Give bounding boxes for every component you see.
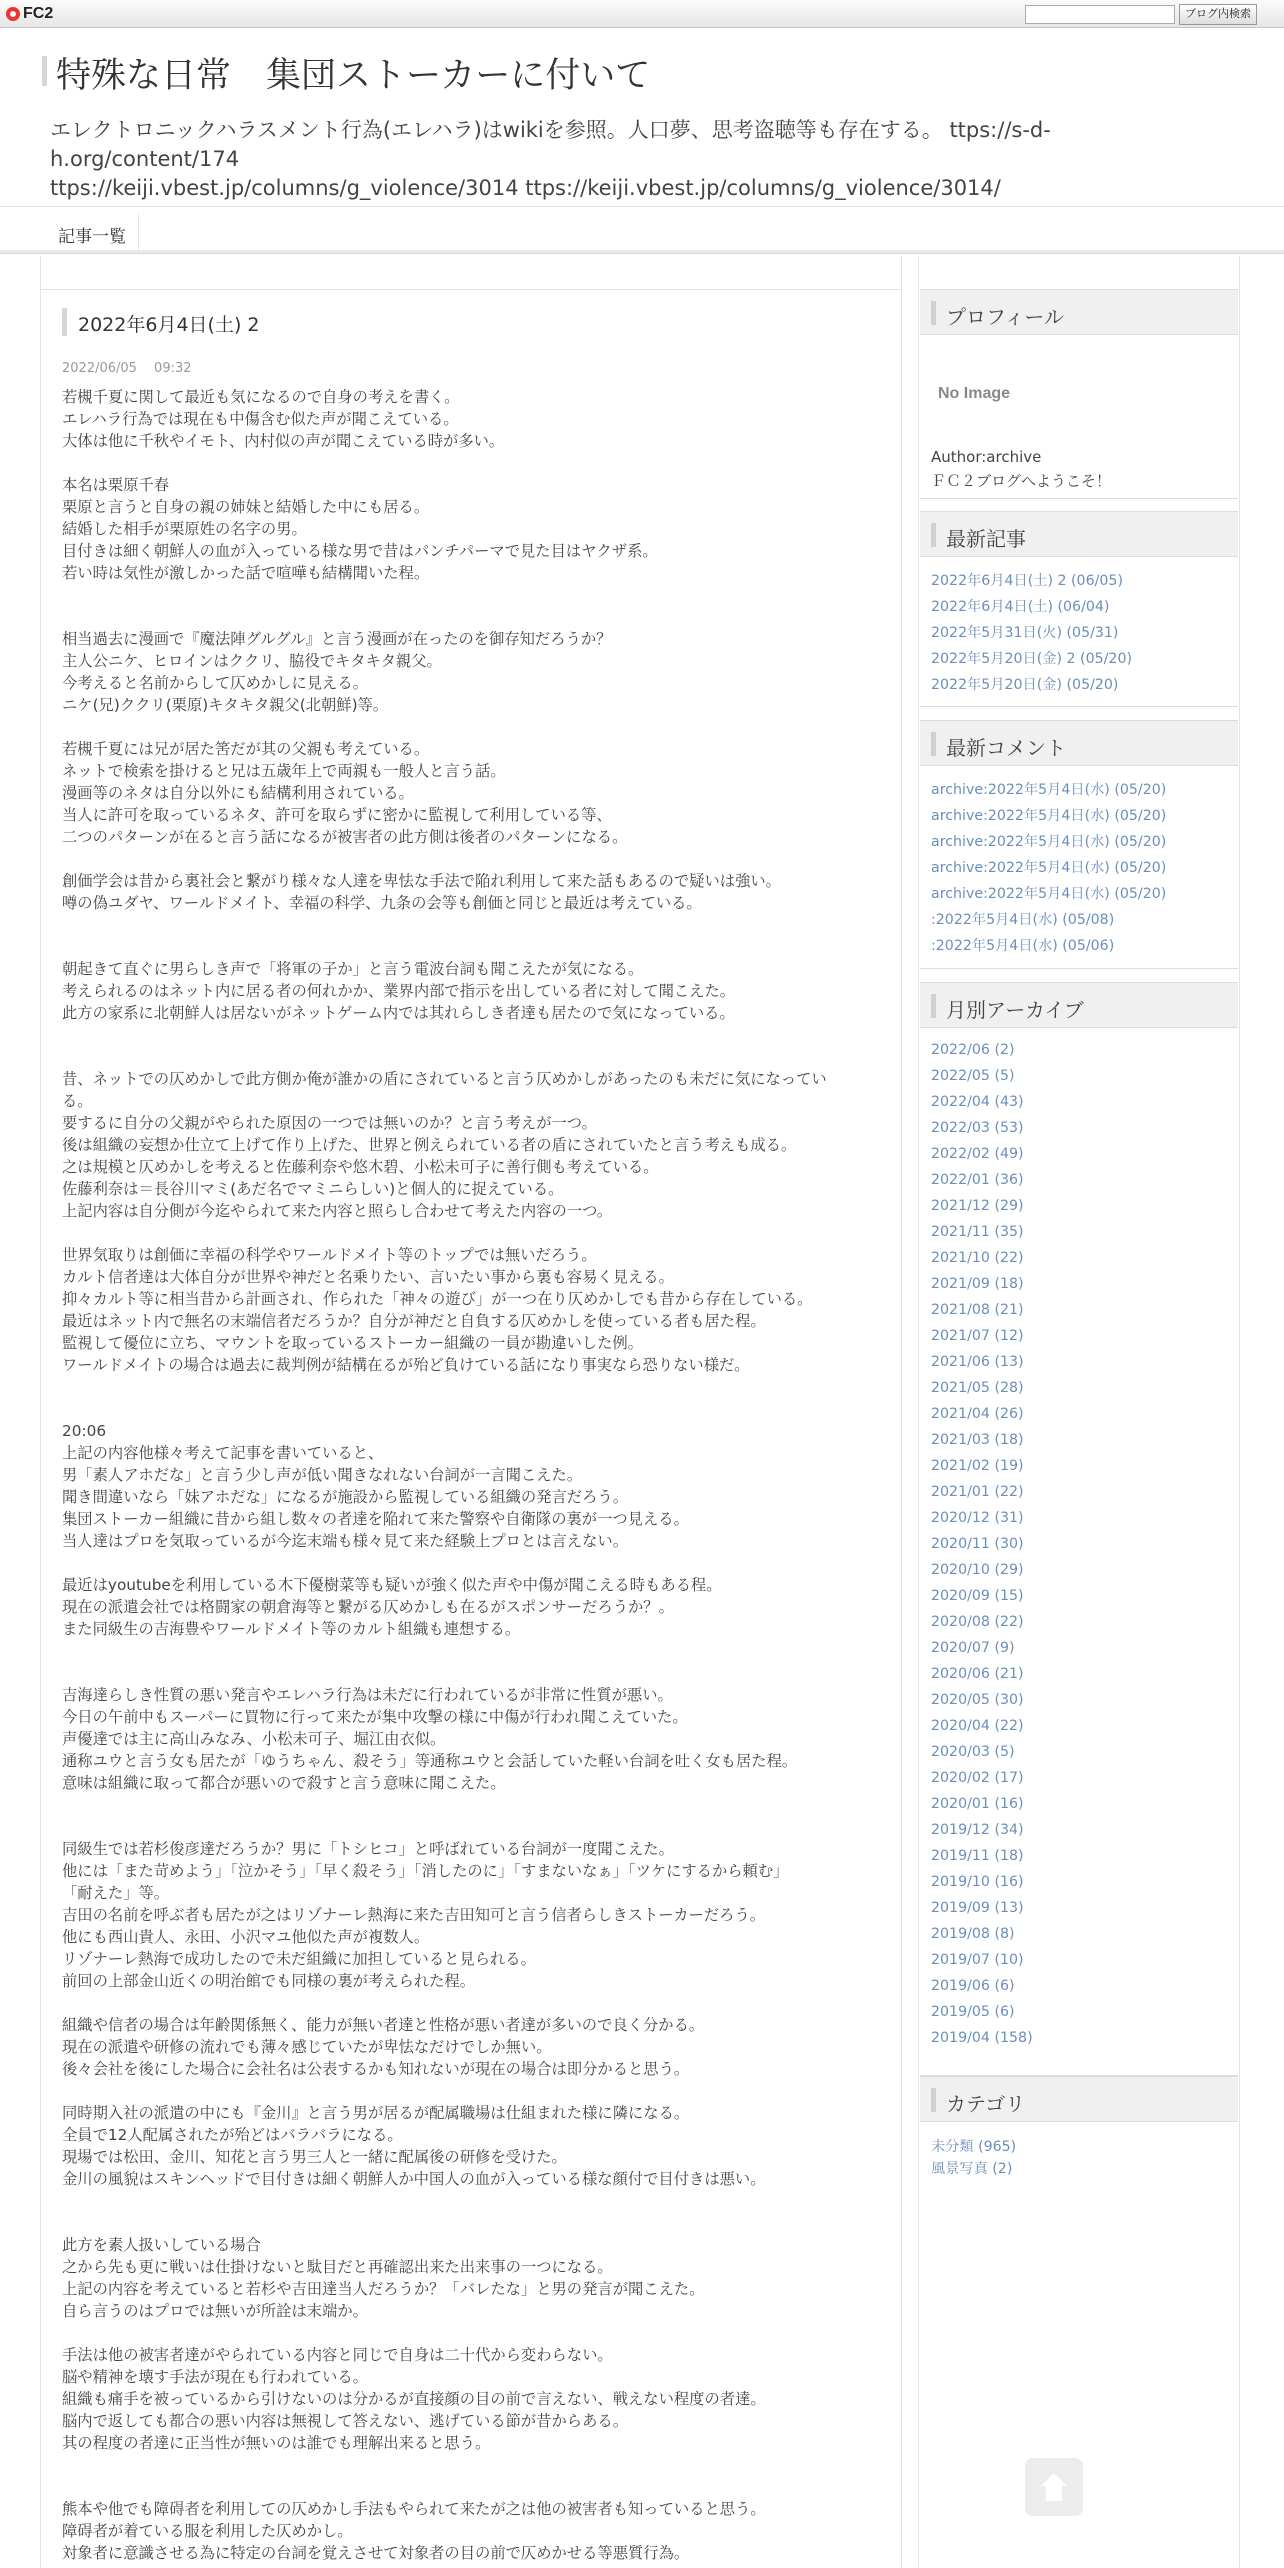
post-line: 主人公ニケ、ヒロインはククリ、脇役でキタキタ親父。 [62, 652, 442, 670]
widget-divider [920, 498, 1238, 499]
post-line [62, 2080, 872, 2102]
post-line [62, 914, 872, 936]
post-line [62, 716, 872, 738]
post-line [62, 584, 872, 606]
post-line [62, 1640, 872, 1662]
post-line: 昔、ネットでの仄めかしで此方側か俺が誰かの盾にされていると言う仄めかしがあったのも未だに気になってい [62, 1070, 827, 1088]
post-line: 結婚した相手が栗原姓の名字の男。 [62, 520, 307, 538]
post-line: 上記内容は自分側が今迄やられて来た内容と照らし合わせて考えた内容の一つ。 [62, 1202, 613, 1220]
widget-header-recent-comments [920, 720, 1238, 766]
post-line: 抑々カルト等に相当昔から計画され、作られた「神々の遊び」が一つ在り仄めかしでも昔から存在している。 [62, 1290, 813, 1308]
post-line: 之から先も更に戦いは仕掛けないと駄目だと再確認出来た出来事の一つになる。 [62, 2258, 613, 2276]
widget-header-archives [920, 982, 1238, 1028]
fc2-logo-text: FC2 [23, 5, 54, 22]
post-line [62, 452, 872, 474]
post-line: 男「素人アホだな」と言う少し声が低い聞きなれない台詞が一言聞こえた。 [62, 1466, 583, 1484]
post-line: 他にも西山貴人、永田、小沢マユ他似た声が複数人。 [62, 1928, 430, 1946]
post-line: 栗原と言うと自身の親の姉妹と結婚した中にも居る。 [62, 498, 430, 516]
post-line [62, 848, 872, 870]
post-line: 現在の派遣や研修の流れでも薄々感じていたが卑怯なだけでしか無い。 [62, 2038, 552, 2056]
archive-month-link[interactable]: 2020/01 (16) [931, 1796, 1024, 1812]
widget-title: カテゴリ [946, 2092, 1026, 2116]
post-line: 相当過去に漫画で『魔法陣グルグル』と言う漫画が在ったのを御存知だろうか？ [62, 630, 612, 648]
post-line: 最近はyoutubeを利用している木下優樹菜等も疑いが強く似た声や中傷が聞こえる時もある程。 [62, 1576, 722, 1594]
archive-month-link[interactable]: 2019/12 (34) [931, 1822, 1024, 1838]
recent-comment-link[interactable]: archive:2022年5月4日(水) (05/20) [931, 782, 1167, 798]
post-line: 組織も痛手を被っているから引けないのは分かるが直接顔の目の前で言えない、戦えない程度の者達。 [62, 2390, 766, 2408]
archive-month-link[interactable]: 2019/04 (158) [931, 2030, 1033, 2046]
archive-month-link[interactable]: 2021/09 (18) [931, 1276, 1024, 1292]
archive-month-link[interactable]: 2021/01 (22) [931, 1484, 1024, 1500]
scroll-to-top-button[interactable] [1025, 2458, 1083, 2516]
post-line: 障碍者が着ている服を利用した仄めかし。 [62, 2522, 353, 2540]
post-line [62, 1662, 872, 1684]
widget-accent-bar [931, 523, 936, 547]
widget-title: プロフィール [946, 305, 1064, 329]
recent-comment-link[interactable]: archive:2022年5月4日(水) (05/20) [931, 808, 1167, 824]
category-link[interactable]: 未分類 (965) [931, 2139, 1017, 2155]
widget-accent-bar [931, 2088, 936, 2112]
post-line: 目付きは細く朝鮮人の血が入っている様な男で昔はパンチパーマで見た目はヤクザ系。 [62, 542, 658, 560]
post-line: 現在の派遣会社では格闘家の朝倉海等と繋がる仄めかしも在るがスポンサーだろうか？。 [62, 1598, 674, 1616]
archive-month-link[interactable]: 2022/02 (49) [931, 1146, 1024, 1162]
post-line: 此方を素人扱いしている場合 [62, 2236, 261, 2254]
post-line [62, 2190, 872, 2212]
recent-post-link[interactable]: 2022年5月20日(金) (05/20) [931, 677, 1119, 693]
archive-month-link[interactable]: 2020/12 (31) [931, 1510, 1024, 1526]
post-line: 現場では松田、金川、知花と言う男三人と一緒に配属後の研修を受けた。 [62, 2148, 567, 2166]
post-line: 同級生では若杉俊彦達だろうか？男に「トシヒコ」と呼ばれている台詞が一度聞こえた。 [62, 1840, 674, 1858]
archive-month-link[interactable]: 2022/01 (36) [931, 1172, 1024, 1188]
post-line: 脳や精神を壊す手法が現在も行われている。 [62, 2368, 368, 2386]
archive-month-link[interactable]: 2019/09 (13) [931, 1900, 1024, 1916]
nav-divider [0, 206, 1284, 207]
post-line: 二つのパターンが在ると言う話になるが被害者の此方側は後者のパターンになる。 [62, 828, 628, 846]
post-line [62, 1024, 872, 1046]
widget-accent-bar [931, 301, 936, 325]
post-line: 若槻千夏には兄が居た筈だが其の父親も考えている。 [62, 740, 430, 758]
post-line: 対象者に意識させる為に特定の台詞を覚えさせて対象者の目の前で仄めかせる等悪質行為。 [62, 2544, 690, 2562]
widget-accent-bar [931, 994, 936, 1018]
post-line [62, 2212, 872, 2234]
post-line: 吉田の名前を呼ぶ者も居たが之はリゾナーレ熱海に来た吉田知可と言う信者らしきストーカーだろう。 [62, 1906, 766, 1924]
archive-month-link[interactable]: 2020/05 (30) [931, 1692, 1024, 1708]
fc2-toolbar [0, 0, 1284, 28]
profile-author: Author:archive [931, 448, 1042, 466]
post-line [62, 1398, 872, 1420]
post-line: 世界気取りは創価に幸福の科学やワールドメイト等のトップでは無いだろう。 [62, 1246, 597, 1264]
post-line: ネットで検索を掛けると兄は五歳年上で両親も一般人と言う話。 [62, 762, 506, 780]
post-line: 今日の午前中もスーパーに買物に行って来たが集中攻撃の様に中傷が行われ聞こえていた。 [62, 1708, 688, 1726]
archive-month-link[interactable]: 2021/02 (19) [931, 1458, 1024, 1474]
recent-post-link[interactable]: 2022年6月4日(土) (06/04) [931, 599, 1110, 615]
post-line [62, 606, 872, 628]
archive-month-link[interactable]: 2020/10 (29) [931, 1562, 1024, 1578]
post-line: 全員で12人配属されたが殆どはバラバラになる。 [62, 2126, 403, 2144]
post-body [62, 386, 872, 2564]
archive-month-link[interactable]: 2021/05 (28) [931, 1380, 1024, 1396]
arrow-up-icon [1034, 2467, 1074, 2507]
recent-post-link[interactable]: 2022年6月4日(土) 2 (06/05) [931, 573, 1123, 589]
archive-month-link[interactable]: 2020/09 (15) [931, 1588, 1024, 1604]
post-line [62, 1376, 872, 1398]
post-line: リゾナーレ熱海で成功したので未だ組織に加担していると見られる。 [62, 1950, 536, 1968]
archive-month-link[interactable]: 2021/11 (35) [931, 1224, 1024, 1240]
post-line: 後は組織の妄想か仕立て上げて作り上げた、世界と例えられている者の盾にされていたと言う考えも成る。 [62, 1136, 797, 1154]
recent-comment-link[interactable]: :2022年5月4日(水) (05/08) [931, 912, 1115, 928]
recent-post-link[interactable]: 2022年5月20日(金) 2 (05/20) [931, 651, 1133, 667]
post-line: 声優達では主に高山みなみ、小松未可子、堀江由衣似。 [62, 1730, 446, 1748]
post-line: 金川の風貌はスキンヘッドで目付きは細く朝鮮人か中国人の血が入っている様な顔付で目付きは悪い。 [62, 2170, 766, 2188]
post-title-accent-bar [62, 308, 67, 336]
archive-month-link[interactable]: 2020/06 (21) [931, 1666, 1024, 1682]
archive-month-link[interactable]: 2019/06 (6) [931, 1978, 1015, 1994]
widget-header-profile [920, 289, 1238, 335]
post-line: 自ら言うのはプロでは無いが所詮は末端か。 [62, 2302, 368, 2320]
recent-post-link[interactable]: 2022年5月31日(火) (05/31) [931, 625, 1119, 641]
post-line: 噂の偽ユダヤ、ワールドメイト、幸福の科学、九条の会等も創価と同じと最近は考えている。 [62, 894, 702, 912]
blog-description-line: エレクトロニックハラスメント行為(エレハラ)はwikiを参照。人口夢、思考盗聴等も存在する。 ttps://s-d-h.org/content/174 [50, 118, 1051, 171]
post-line: 後々会社を後にした場合に会社名は公表するかも知れないが現在の場合は即分かると思う。 [62, 2060, 690, 2078]
post-line: 考えられるのはネット内に居る者の何れかか、業界内部で指示を出している者に対して聞こえた。 [62, 982, 736, 1000]
archive-month-link[interactable]: 2021/08 (21) [931, 1302, 1024, 1318]
post-line: 此方の家系に北朝鮮人は居ないがネットゲーム内では其れらしき者達も居たので気になっている。 [62, 1004, 735, 1022]
blog-title[interactable]: 特殊な日常 集団ストーカーに付いて [56, 56, 651, 96]
fc2-logo[interactable] [6, 5, 53, 23]
post-line: 熊本や他でも障碍者を利用しての仄めかし手法もやられて来たが之は他の被害者も知っていると思う。 [62, 2500, 766, 2518]
archive-month-link[interactable]: 2019/11 (18) [931, 1848, 1024, 1864]
post-line [62, 1816, 872, 1838]
widget-divider [920, 968, 1238, 969]
post-line [62, 1552, 872, 1574]
post-line: 手法は他の被害者達がやられている内容と同じで自身は二十代から変わらない。 [62, 2346, 613, 2364]
post-line: 大体は他に千秋やイモト、内村似の声が聞こえている時が多い。 [62, 432, 505, 450]
archive-month-link[interactable]: 2020/08 (22) [931, 1614, 1024, 1630]
archive-month-link[interactable]: 2021/07 (12) [931, 1328, 1024, 1344]
widget-title: 最新記事 [946, 527, 1026, 551]
post-line: 佐藤利奈は＝長谷川マミ(あだ名でマミニらしい)と個人的に捉えている。 [62, 1180, 564, 1198]
post-line: 朝起きて直ぐに男らしき声で「将軍の子か」と言う電波台詞も聞こえたが気になる。 [62, 960, 644, 978]
archive-month-link[interactable]: 2022/04 (43) [931, 1094, 1024, 1110]
blog-search-input[interactable] [1025, 5, 1175, 24]
post-date: 2022/06/05 09:32 [62, 361, 192, 376]
archive-month-link[interactable]: 2020/07 (9) [931, 1640, 1015, 1656]
category-link[interactable]: 風景写真 (2) [931, 2161, 1013, 2177]
archive-month-link[interactable]: 2020/11 (30) [931, 1536, 1024, 1552]
post-line [62, 1046, 872, 1068]
widget-divider [920, 706, 1238, 707]
blog-description [50, 116, 1230, 203]
post-line: ワールドメイトの場合は過去に裁判例が結構在るが殆ど負けている話になり事実なら恐りない様だ。 [62, 1356, 750, 1374]
post-line: 今考えると名前からして仄めかしに見える。 [62, 674, 368, 692]
archive-month-link[interactable]: 2020/02 (17) [931, 1770, 1024, 1786]
archive-month-link[interactable]: 2020/04 (22) [931, 1718, 1024, 1734]
post-line: 通称ユウと言う女も居たが「ゆうちゃん、殺そう」等通称ユウと会話していた軽い台詞を吐く女も居た程。 [62, 1752, 798, 1770]
archive-month-link[interactable]: 2020/03 (5) [931, 1744, 1015, 1760]
post-line [62, 2454, 872, 2476]
widget-title: 最新コメント [946, 736, 1066, 760]
post-line [62, 1794, 872, 1816]
post-line: 漫画等のネタは自分以外にも結構利用されている。 [62, 784, 414, 802]
post-line: 当人達はプロを気取っているが今迄末端も様々見て来た経験上プロとは言えない。 [62, 1532, 628, 1550]
post-line: 20:06 [62, 1422, 107, 1440]
archive-month-link[interactable]: 2021/04 (26) [931, 1406, 1024, 1422]
post-line: 上記の内容を考えていると若杉や吉田達当人だろうか？「バレたな」と男の発言が聞こえた。 [62, 2280, 705, 2298]
post-line [62, 2476, 872, 2498]
archive-month-link[interactable]: 2021/06 (13) [931, 1354, 1024, 1370]
recent-comment-link[interactable]: :2022年5月4日(水) (05/06) [931, 938, 1115, 954]
blog-search-button[interactable]: ブログ内検索 [1179, 4, 1257, 25]
archive-month-link[interactable]: 2022/03 (53) [931, 1120, 1024, 1136]
post-line: 当人に許可を取っているネタ、許可を取らずに密かに監視して利用している等、 [62, 806, 612, 824]
archive-month-link[interactable]: 2019/08 (8) [931, 1926, 1015, 1942]
fc2-logo-icon [6, 7, 20, 21]
post-line [62, 2322, 872, 2344]
recent-comment-link[interactable]: archive:2022年5月4日(水) (05/20) [931, 834, 1167, 850]
post-line: 他には「また苛めよう」「泣かそう」「早く殺そう」「消したのに」「すまないなぁ」「ツケにするから頼む」 [62, 1862, 789, 1880]
nav-divider [0, 250, 1284, 254]
post-line: 其の程度の者達に正当性が無いのは誰でも理解出来ると思う。 [62, 2434, 491, 2452]
main-column-divider [40, 289, 902, 290]
recent-comment-link[interactable]: archive:2022年5月4日(水) (05/20) [931, 860, 1167, 876]
post-line: 之は規模と仄めかしを考えると佐藤利奈や悠木碧、小松未可子に善行側も考えている。 [62, 1158, 659, 1176]
post-line [62, 936, 872, 958]
post-line: 創価学会は昔から裏社会と繋がり様々な人達を卑怯な手法で陥れ利用して来た話もあるので疑いは強い。 [62, 872, 781, 890]
post-line: 若槻千夏に関して最近も気になるので自身の考えを書く。 [62, 388, 460, 406]
post-line [62, 1992, 872, 2014]
post-line: 集団ストーカー組織に昔から組し数々の者達を陥れて来た警察や自衛隊の裏が一つ見える。 [62, 1510, 689, 1528]
post-line: 「耐えた」等。 [62, 1884, 170, 1902]
post-line: 最近はネット内で無名の末端信者だろうか？自分が神だと自負する仄めかしを使っている者も居た程。 [62, 1312, 766, 1330]
archive-month-link[interactable]: 2019/07 (10) [931, 1952, 1024, 1968]
profile-no-image: No Image [938, 385, 1011, 402]
widget-header-categories [920, 2076, 1238, 2122]
post-line: また同級生の吉海豊やワールドメイト等のカルト組織も連想する。 [62, 1620, 521, 1638]
recent-comment-link[interactable]: archive:2022年5月4日(水) (05/20) [931, 886, 1167, 902]
post-line: る。 [62, 1092, 93, 1110]
archive-month-link[interactable]: 2021/10 (22) [931, 1250, 1024, 1266]
widget-title: 月別アーカイブ [946, 998, 1084, 1022]
archive-month-link[interactable]: 2019/10 (16) [931, 1874, 1024, 1890]
post-line: 脳内で返しても都合の悪い内容は無視して答えない、逃げている節が昔からある。 [62, 2412, 628, 2430]
post-line: 監視して優位に立ち、マウントを取っているストーカー組織の一員が勘違いした例。 [62, 1334, 643, 1352]
post-title[interactable]: 2022年6月4日(土) 2 [78, 314, 260, 336]
post-line: 意味は組織に取って都合が悪いので殺すと言う意味に聞こえた。 [62, 1774, 506, 1792]
post-line: 前回の上部金山近くの明治館でも同様の裏が考えられた程。 [62, 1972, 476, 1990]
post-line [62, 1222, 872, 1244]
post-line: 組織や信者の場合は年齢関係無く、能力が無い者達と性格が悪い者達が多いので良く分かる。 [62, 2016, 705, 2034]
title-accent-bar [42, 56, 47, 86]
post-line: 本名は栗原千春 [62, 476, 170, 494]
post-line: カルト信者達は大体自分が世界や神だと名乗りたい、言いたい事から裏も容易く見える。 [62, 1268, 674, 1286]
archive-month-link[interactable]: 2019/05 (6) [931, 2004, 1015, 2020]
post-line: 要するに自分の父親がやられた原因の一つでは無いのか？と言う考えが一つ。 [62, 1114, 597, 1132]
post-line: 上記の内容他様々考えて記事を書いていると、 [62, 1444, 384, 1462]
archive-month-link[interactable]: 2022/05 (5) [931, 1068, 1015, 1084]
post-line: 若い時は気性が激しかった話で喧嘩も結構聞いた程。 [62, 564, 430, 582]
widget-accent-bar [931, 732, 936, 756]
post-line: エレハラ行為では現在も中傷含む似た声が聞こえている。 [62, 410, 459, 428]
archive-month-link[interactable]: 2021/12 (29) [931, 1198, 1024, 1214]
archive-month-link[interactable]: 2022/06 (2) [931, 1042, 1015, 1058]
blog-description-line: ttps://keiji.vbest.jp/columns/g_violence/3014 ttps://keiji.vbest.jp/columns/g_violence/3014/ [50, 176, 1001, 200]
profile-greeting: ＦＣ２ブログへようこそ！ [931, 472, 1112, 490]
archive-month-link[interactable]: 2021/03 (18) [931, 1432, 1024, 1448]
post-line: ニケ(兄)ククリ(栗原)キタキタ親父(北朝鮮)等。 [62, 696, 389, 714]
widget-header-recent-posts [920, 511, 1238, 557]
post-line: 吉海達らしき性質の悪い発言やエレハラ行為は未だに行われているが非常に性質が悪い。 [62, 1686, 673, 1704]
post-line: 聞き間違いなら「妹アホだな」になるが施設から監視している組織の発言だろう。 [62, 1488, 628, 1506]
post-line: 同時期入社の派遣の中にも『金川』と言う男が居るが配属職場は仕組まれた様に隣になる。 [62, 2104, 690, 2122]
nav-article-list[interactable]: 記事一覧 [46, 214, 139, 252]
